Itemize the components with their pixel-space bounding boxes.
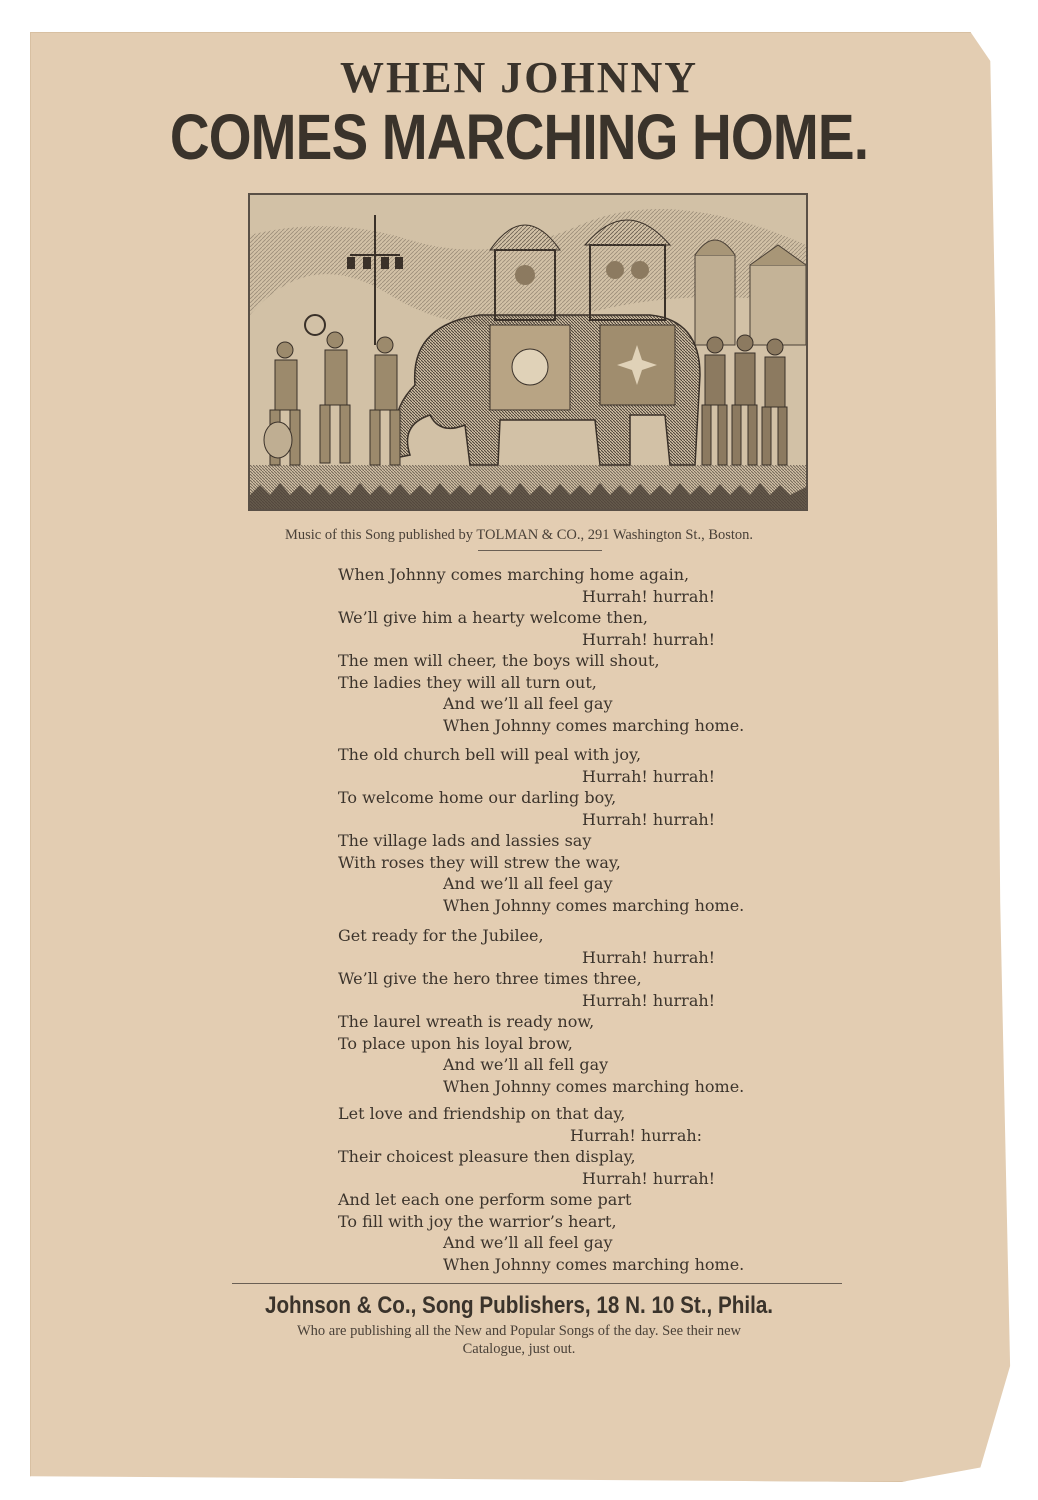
verse-line: Hurrah! hurrah! — [582, 629, 716, 649]
verse-line: When Johnny comes marching home again, — [338, 565, 690, 584]
verse-line: The ladies they will all turn out, — [338, 672, 597, 692]
verse-line: Hurrah! hurrah! — [582, 586, 716, 606]
verse-line: We’ll give him a hearty welcome then, — [338, 608, 648, 627]
elephant-procession-engraving — [248, 193, 808, 511]
verse-4 — [338, 1103, 858, 1275]
verse-2 — [338, 744, 858, 916]
verse-line: Hurrah! hurrah! — [582, 809, 716, 829]
publisher-note-line-1: Who are publishing all the New and Popular Songs of the day. See their new — [296, 1323, 742, 1339]
verse-line: And we’ll all feel gay — [443, 874, 613, 893]
verse-line: Their choicest pleasure then display, — [338, 1147, 636, 1166]
verse-line: The laurel wreath is ready now, — [338, 1012, 595, 1031]
verse-3 — [338, 925, 858, 1097]
music-credit: Music of this Song published by TOLMAN & CO., 291 Washington St., Boston. — [284, 527, 754, 543]
verse-line: The village lads and lassies say — [338, 831, 592, 850]
verse-line: To fill with joy the warrior’s heart, — [338, 1211, 617, 1231]
divider-long — [232, 1283, 842, 1284]
verse-line: When Johnny comes marching home. — [443, 895, 745, 915]
verse-line: Let love and friendship on that day, — [338, 1104, 626, 1123]
verse-1 — [338, 564, 858, 736]
verse-line: Hurrah! hurrah: — [570, 1125, 703, 1145]
verse-line: Hurrah! hurrah! — [582, 990, 716, 1010]
divider-short — [478, 550, 602, 551]
verse-line: When Johnny comes marching home. — [443, 715, 745, 735]
verse-line: When Johnny comes marching home. — [443, 1076, 745, 1096]
publisher-imprint: Johnson & Co., Song Publishers, 18 N. 10 St., Phila. — [264, 1292, 774, 1319]
verse-line: And we’ll all fell gay — [443, 1055, 609, 1074]
verse-line: When Johnny comes marching home. — [443, 1254, 745, 1274]
verse-line: The old church bell will peal with joy, — [338, 745, 642, 764]
verse-line: And we’ll all feel gay — [443, 694, 613, 713]
verse-line: The men will cheer, the boys will shout, — [338, 651, 660, 670]
verse-line: With roses they will strew the way, — [338, 852, 621, 872]
verse-line: And let each one perform some part — [338, 1190, 632, 1209]
verse-line: To welcome home our darling boy, — [338, 788, 617, 807]
verse-line: Hurrah! hurrah! — [582, 947, 716, 967]
publisher-note-line-2: Catalogue, just out. — [462, 1341, 576, 1357]
verse-line: To place upon his loyal brow, — [338, 1033, 573, 1053]
verse-line: Hurrah! hurrah! — [582, 1168, 716, 1188]
verse-line: Hurrah! hurrah! — [582, 766, 716, 786]
verse-line: Get ready for the Jubilee, — [338, 926, 544, 945]
verse-line: We’ll give the hero three times three, — [338, 969, 642, 988]
title-line-1: WHEN JOHNNY — [339, 53, 699, 102]
verse-line: And we’ll all feel gay — [443, 1233, 613, 1252]
title-line-2: COMES MARCHING HOME. — [169, 101, 869, 173]
